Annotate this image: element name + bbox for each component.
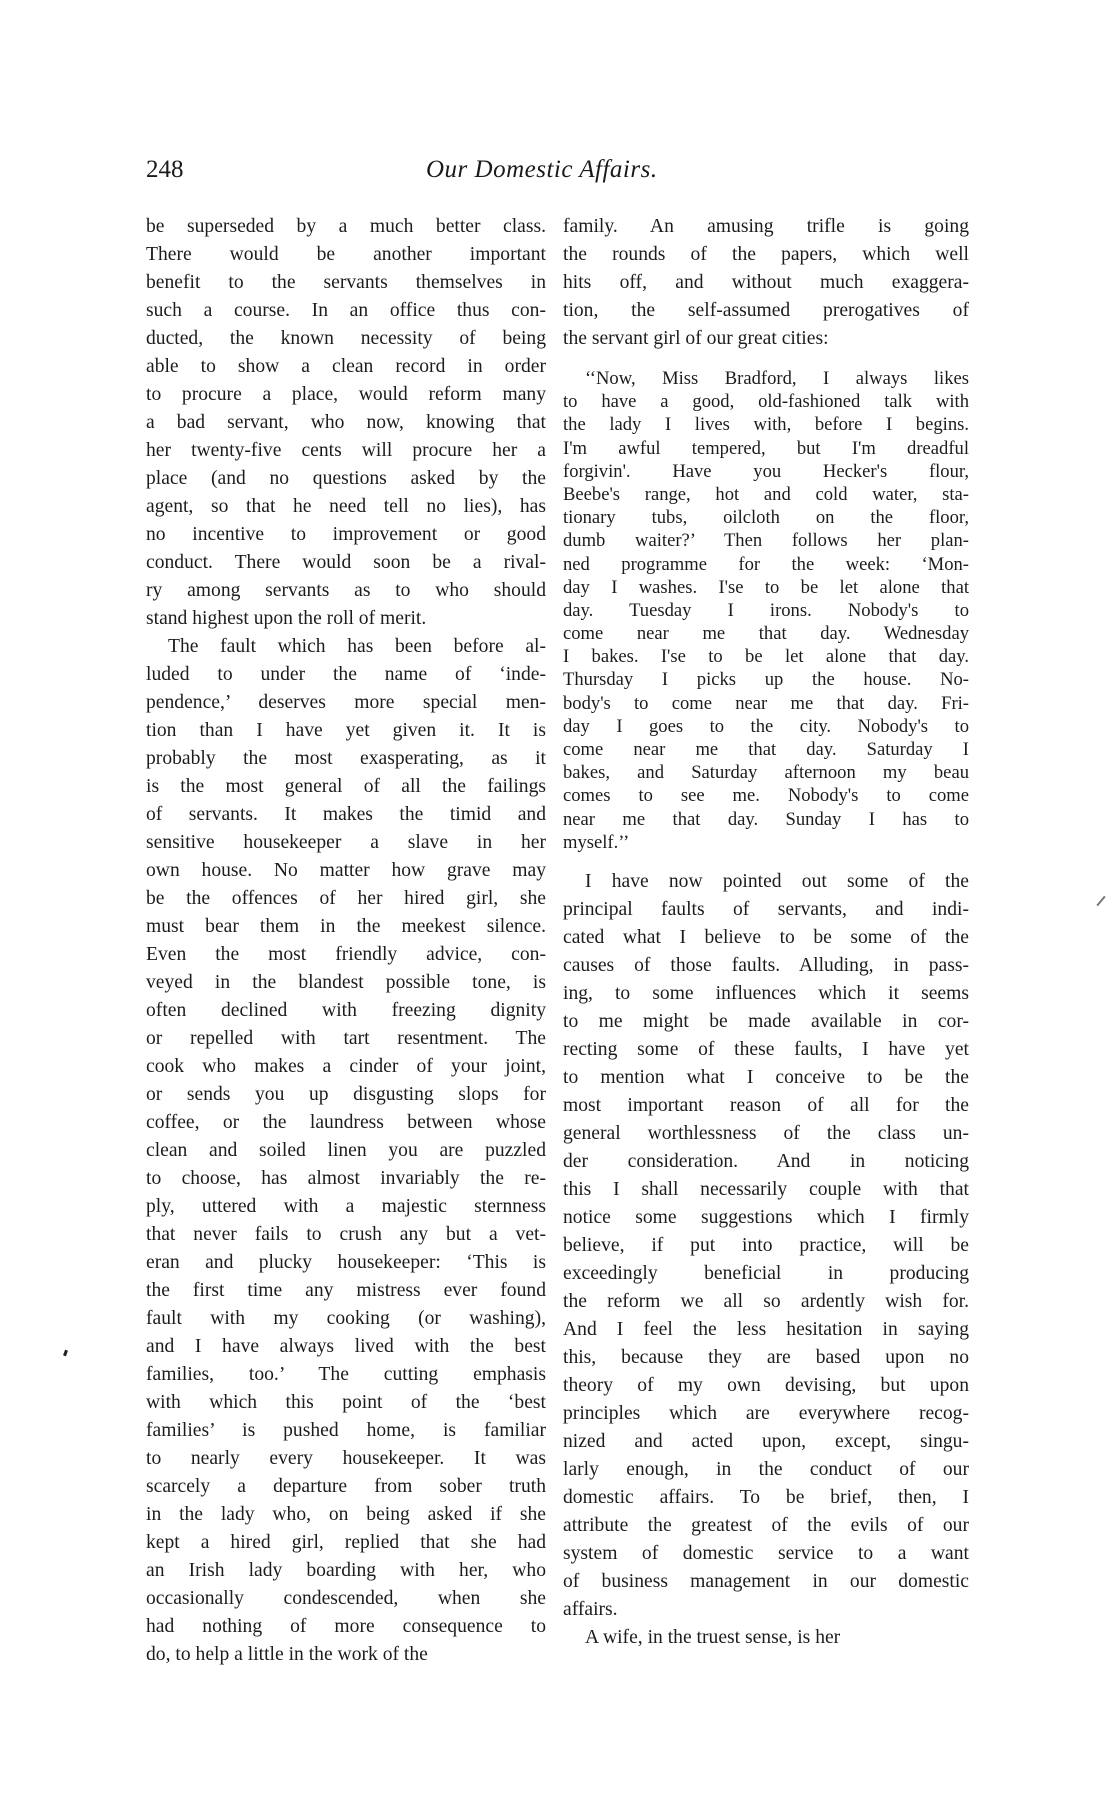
text-line: a bad servant, who now, knowing that	[146, 412, 546, 433]
text-line: forgivin'. Have you Hecker's flour,	[563, 460, 969, 482]
text-line: der consideration. And in noticing	[563, 1150, 969, 1172]
text-line: to have a good, old-fashioned talk with	[563, 391, 969, 413]
text-line: probably the most exasperating, as it	[146, 748, 546, 769]
text-line: this, because they are based upon no	[563, 1346, 969, 1368]
text-line: tion than I have yet given it. It is	[146, 720, 546, 741]
text-line: A wife, in the truest sense, is her	[585, 1626, 841, 1648]
text-line: that never fails to crush any but a vet-	[146, 1224, 546, 1245]
text-line: Beebe's range, hot and cold water, sta-	[563, 483, 969, 505]
text-line: an Irish lady boarding with her, who	[146, 1560, 546, 1581]
text-line: and I have always lived with the best	[146, 1336, 546, 1357]
text-line: the rounds of the papers, which well	[563, 244, 969, 265]
text-line: exceedingly beneficial in producing	[563, 1262, 969, 1284]
text-line: Thursday I picks up the house. No-	[563, 669, 969, 691]
text-line: sensitive housekeeper a slave in her	[146, 832, 546, 853]
text-line: to mention what I conceive to be the	[563, 1066, 969, 1088]
text-line: I bakes. I'se to be let alone that day.	[563, 646, 969, 668]
text-line: ned programme for the week: ‘Mon-	[563, 553, 969, 575]
left-column	[146, 213, 546, 1669]
text-line: do, to help a little in the work of the	[146, 1644, 428, 1665]
text-line: theory of my own devising, but upon	[563, 1374, 969, 1396]
text-line: the reform we all so ardently wish for.	[563, 1290, 969, 1312]
text-line: the lady I lives with, before I begins.	[563, 414, 969, 436]
text-line: occasionally condescended, when she	[146, 1588, 546, 1609]
text-line: to me might be made available in cor-	[563, 1010, 969, 1032]
text-line: such a course. In an office thus con-	[146, 300, 546, 321]
text-line: affairs.	[563, 1598, 618, 1620]
text-line: the first time any mistress ever found	[146, 1280, 546, 1301]
text-line: larly enough, in the conduct of our	[563, 1458, 969, 1480]
ink-mark	[1096, 896, 1105, 906]
text-line: principles which are everywhere recog-	[563, 1402, 969, 1424]
text-line: place (and no questions asked by the	[146, 468, 546, 489]
text-line: own house. No matter how grave may	[146, 860, 546, 881]
text-line: cook who makes a cinder of your joint,	[146, 1056, 546, 1077]
text-line: or sends you up disgusting slops for	[146, 1084, 546, 1105]
text-line: comes to see me. Nobody's to come	[563, 785, 969, 807]
text-line: able to show a clean record in order	[146, 356, 546, 377]
text-line: notice some suggestions which I firmly	[563, 1206, 969, 1228]
text-line: domestic affairs. To be brief, then, I	[563, 1486, 969, 1508]
text-line: The fault which has been before al-	[168, 636, 546, 657]
text-line: causes of those faults. Alluding, in pass-	[563, 954, 969, 976]
text-line: myself.’’	[563, 831, 630, 853]
text-line: most important reason of all for the	[563, 1094, 969, 1116]
text-line: cated what I believe to be some of the	[563, 926, 969, 948]
text-line: day I goes to the city. Nobody's to	[563, 715, 969, 737]
text-line: had nothing of more consequence to	[146, 1616, 546, 1637]
running-title: Our Domestic Affairs.	[426, 156, 658, 183]
text-line: believe, if put into practice, will be	[563, 1234, 969, 1256]
text-line: the servant girl of our great cities:	[563, 328, 829, 349]
text-line: principal faults of servants, and indi-	[563, 898, 969, 920]
text-line: in the lady who, on being asked if she	[146, 1504, 546, 1525]
text-line: There would be another important	[146, 244, 546, 265]
text-line: pendence,’ deserves more special men-	[146, 692, 546, 713]
text-line: to choose, has almost invariably the re-	[146, 1168, 546, 1189]
page-header	[146, 156, 976, 196]
text-line: agent, so that he need tell no lies), has	[146, 496, 546, 517]
text-line: day I washes. I'se to be let alone that	[563, 576, 969, 598]
text-line: her twenty-five cents will procure her a	[146, 440, 546, 461]
text-line: family. An amusing trifle is going	[563, 216, 969, 237]
text-line: Even the most friendly advice, con-	[146, 944, 546, 965]
block-quote	[563, 367, 969, 854]
right-column	[563, 213, 969, 1652]
text-line: stand highest upon the roll of merit.	[146, 608, 427, 629]
text-line: luded to under the name of ‘inde-	[146, 664, 546, 685]
text-line: clean and soiled linen you are puzzled	[146, 1140, 546, 1161]
text-line: veyed in the blandest possible tone, is	[146, 972, 546, 993]
text-line: must bear them in the meekest silence.	[146, 916, 546, 937]
text-line: hits off, and without much exaggera-	[563, 272, 969, 293]
text-line: general worthlessness of the class un-	[563, 1122, 969, 1144]
text-line: attribute the greatest of the evils of our	[563, 1514, 969, 1536]
text-line: body's to come near me that day. Fri-	[563, 692, 969, 714]
text-line: day. Tuesday I irons. Nobody's to	[563, 599, 969, 621]
text-line: families, too.’ The cutting emphasis	[146, 1364, 546, 1385]
text-line: come near me that day. Saturday I	[563, 739, 969, 760]
text-line: of business management in our domestic	[563, 1570, 969, 1592]
right-column-intro	[563, 213, 969, 353]
text-line: eran and plucky housekeeper: ‘This is	[146, 1252, 546, 1273]
right-column-body	[563, 868, 969, 1652]
text-line: is the most general of all the failings	[146, 776, 546, 797]
text-line: no incentive to improvement or good	[146, 524, 546, 545]
text-line: kept a hired girl, replied that she had	[146, 1532, 546, 1553]
text-line: recting some of these faults, I have yet	[563, 1038, 969, 1060]
text-line: ply, uttered with a majestic sternness	[146, 1196, 546, 1217]
text-line: or repelled with tart resentment. The	[146, 1028, 546, 1049]
text-line: with which this point of the ‘best	[146, 1392, 546, 1413]
text-line: be the offences of her hired girl, she	[146, 888, 546, 909]
ink-mark	[63, 1350, 68, 1357]
text-line: system of domestic service to a want	[563, 1542, 969, 1564]
page-number: 248	[146, 156, 184, 183]
text-line: near me that day. Sunday I has to	[563, 808, 969, 830]
text-line: dumb waiter?’ Then follows her plan-	[563, 530, 969, 552]
text-line: bakes, and Saturday afternoon my beau	[563, 762, 969, 784]
text-line: ing, to some influences which it seems	[563, 982, 969, 1004]
text-line: ducted, the known necessity of being	[146, 328, 546, 349]
text-line: conduct. There would soon be a rival-	[146, 552, 546, 573]
text-line: coffee, or the laundress between whose	[146, 1112, 546, 1133]
text-line: come near me that day. Wednesday	[563, 623, 969, 645]
text-line: And I feel the less hesitation in saying	[563, 1318, 969, 1340]
text-line: tion, the self-assumed prerogatives of	[563, 300, 969, 321]
text-line: fault with my cooking (or washing),	[146, 1308, 546, 1329]
text-line: this I shall necessarily couple with that	[563, 1178, 969, 1200]
text-line: benefit to the servants themselves in	[146, 272, 546, 293]
text-line: families’ is pushed home, is familiar	[146, 1420, 546, 1441]
text-line: I'm awful tempered, but I'm dreadful	[563, 437, 969, 459]
text-line: of servants. It makes the timid and	[146, 804, 546, 825]
text-line: ry among servants as to who should	[146, 580, 546, 601]
text-line: to nearly every housekeeper. It was	[146, 1448, 546, 1469]
text-line: often declined with freezing dignity	[146, 1000, 546, 1021]
text-line: be superseded by a much better class.	[146, 216, 546, 237]
text-line: I have now pointed out some of the	[585, 870, 969, 892]
text-line: nized and acted upon, except, singu-	[563, 1430, 969, 1452]
text-line: ‘‘Now, Miss Bradford, I always likes	[585, 368, 969, 389]
text-line: tionary tubs, oilcloth on the floor,	[563, 507, 969, 529]
text-line: scarcely a departure from sober truth	[146, 1476, 546, 1497]
text-line: to procure a place, would reform many	[146, 384, 546, 405]
